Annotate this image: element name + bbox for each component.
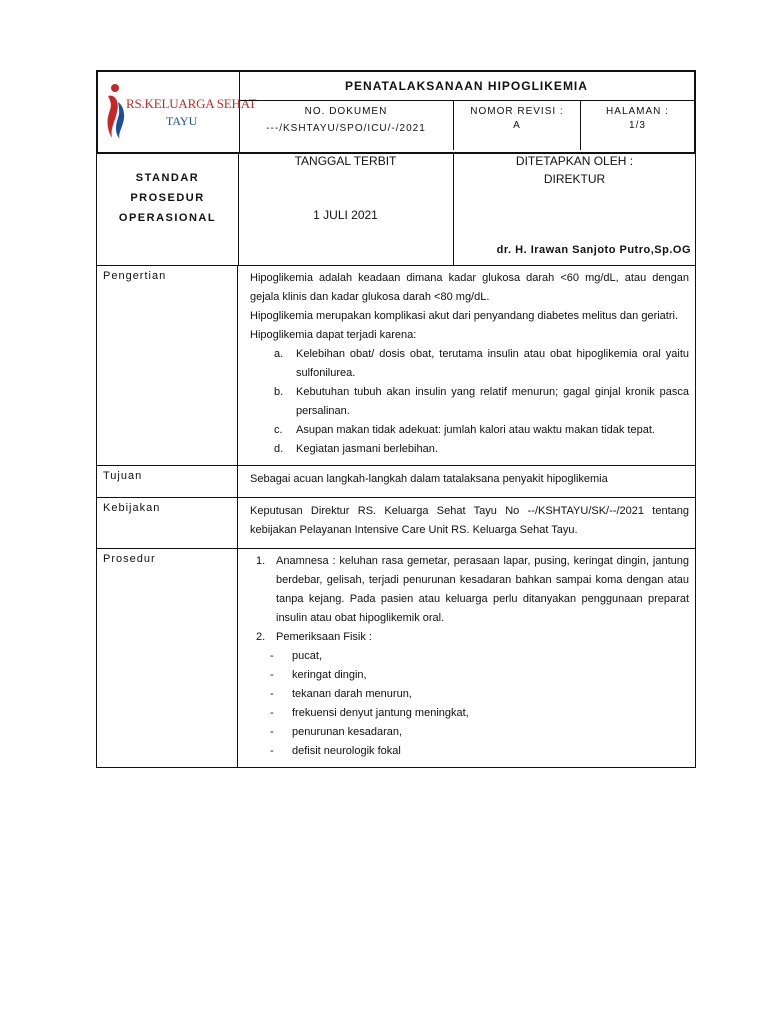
sop-document bbox=[96, 70, 696, 768]
pengertian-label: Pengertian bbox=[97, 266, 238, 465]
prosedur-content bbox=[238, 549, 695, 767]
procedure-steps bbox=[250, 552, 689, 647]
doc-number-label: NO. DOKUMEN bbox=[304, 106, 388, 117]
procedure-step: 1. Anamnesa : keluhan rasa gemetar, perasaan lapar, pusing, keringat dingin, jantung berdebar, gelisah, terjadi penurunan kesadaran bahkan sampai koma dengan atau tanpa kejang. Pada pasien atau keluarga perlu ditanyakan penggunaan preparat insulin atau obat hipoglikemik oral. bbox=[256, 555, 689, 624]
issue-date-label: TANGGAL TERBIT bbox=[294, 154, 397, 168]
approved-label: DITETAPKAN OLEH : bbox=[515, 154, 634, 168]
list-item: - tekanan darah menurun, bbox=[270, 688, 412, 700]
revision-label: NOMOR REVISI : bbox=[470, 106, 564, 117]
doc-number-value: ---/KSHTAYU/SPO/ICU/-/2021 bbox=[266, 123, 426, 134]
hospital-emblem-icon bbox=[104, 82, 128, 140]
tujuan-content: Sebagai acuan langkah-langkah dalam tatalaksana penyakit hipoglikemia bbox=[250, 473, 608, 485]
approved-name: dr. H. Irawan Sanjoto Putro,Sp.OG bbox=[496, 244, 691, 256]
pengertian-row bbox=[96, 266, 696, 466]
page-label: HALAMAN : bbox=[606, 106, 669, 117]
list-item: - pucat, bbox=[270, 650, 322, 662]
approved-role: DIREKTUR bbox=[543, 172, 606, 186]
issue-date-cell bbox=[238, 154, 454, 265]
sop-label-line1: STANDAR bbox=[135, 172, 200, 184]
approved-cell bbox=[454, 154, 695, 265]
sop-label bbox=[97, 154, 239, 265]
hospital-logo bbox=[98, 72, 257, 152]
doc-number-cell bbox=[239, 100, 454, 150]
list-item: d. Kegiatan jasmani berlebihan. bbox=[274, 443, 438, 455]
pengertian-paragraph-3: Hipoglikemia dapat terjadi karena: bbox=[250, 329, 417, 341]
prosedur-label: Prosedur bbox=[97, 549, 238, 767]
document-header bbox=[96, 70, 696, 152]
prosedur-row bbox=[96, 549, 696, 768]
pengertian-paragraph-2: Hipoglikemia merupakan komplikasi akut dari penyandang diabetes melitus dan geriatri. bbox=[250, 310, 679, 322]
revision-value: A bbox=[513, 120, 521, 131]
hospital-city: TAYU bbox=[166, 114, 198, 128]
sop-block bbox=[96, 152, 696, 266]
tujuan-row bbox=[96, 466, 696, 498]
list-item: - keringat dingin, bbox=[270, 669, 367, 681]
list-item: - defisit neurologik fokal bbox=[270, 745, 401, 757]
list-item: a. Kelebihan obat/ dosis obat, terutama insulin atau obat hipoglikemia oral yaitu sulfonilurea. bbox=[274, 348, 689, 379]
sop-label-line3: OPERASIONAL bbox=[118, 212, 217, 224]
revision-cell bbox=[454, 100, 581, 150]
hospital-name: RS.KELUARGA SEHAT bbox=[126, 96, 257, 111]
physical-findings-list bbox=[250, 647, 689, 761]
pengertian-content bbox=[238, 266, 695, 465]
kebijakan-row bbox=[96, 498, 696, 549]
document-meta-row bbox=[239, 100, 694, 150]
kebijakan-content: Keputusan Direktur RS. Keluarga Sehat Tayu No --/KSHTAYU/SK/--/2021 tentang kebijakan Pelayanan Intensive Care Unit RS. Keluarga Sehat Tayu. bbox=[250, 505, 689, 536]
list-item: c. Asupan makan tidak adekuat: jumlah kalori atau waktu makan tidak tepat. bbox=[274, 424, 655, 436]
kebijakan-label: Kebijakan bbox=[97, 498, 238, 548]
sop-label-line2: PROSEDUR bbox=[130, 192, 205, 204]
list-item: b. Kebutuhan tubuh akan insulin yang relatif menurun; gagal ginjal kronik pasca persalinan. bbox=[274, 386, 689, 417]
procedure-step: 2. Pemeriksaan Fisik : bbox=[256, 631, 372, 643]
pengertian-paragraph-1: Hipoglikemia adalah keadaan dimana kadar glukosa darah <60 mg/dL, atau dengan gejala klinis dan kadar glukosa darah <80 mg/dL. bbox=[250, 272, 689, 303]
list-item: - frekuensi denyut jantung meningkat, bbox=[270, 707, 469, 719]
cause-list bbox=[250, 345, 689, 459]
issue-date: 1 JULI 2021 bbox=[313, 208, 378, 222]
tujuan-label: Tujuan bbox=[97, 466, 238, 497]
page-cell bbox=[581, 100, 694, 150]
page-value: 1/3 bbox=[629, 120, 646, 131]
document-title: PENATALAKSANAAN HIPOGLIKEMIA bbox=[239, 72, 694, 101]
list-item: - penurunan kesadaran, bbox=[270, 726, 403, 738]
